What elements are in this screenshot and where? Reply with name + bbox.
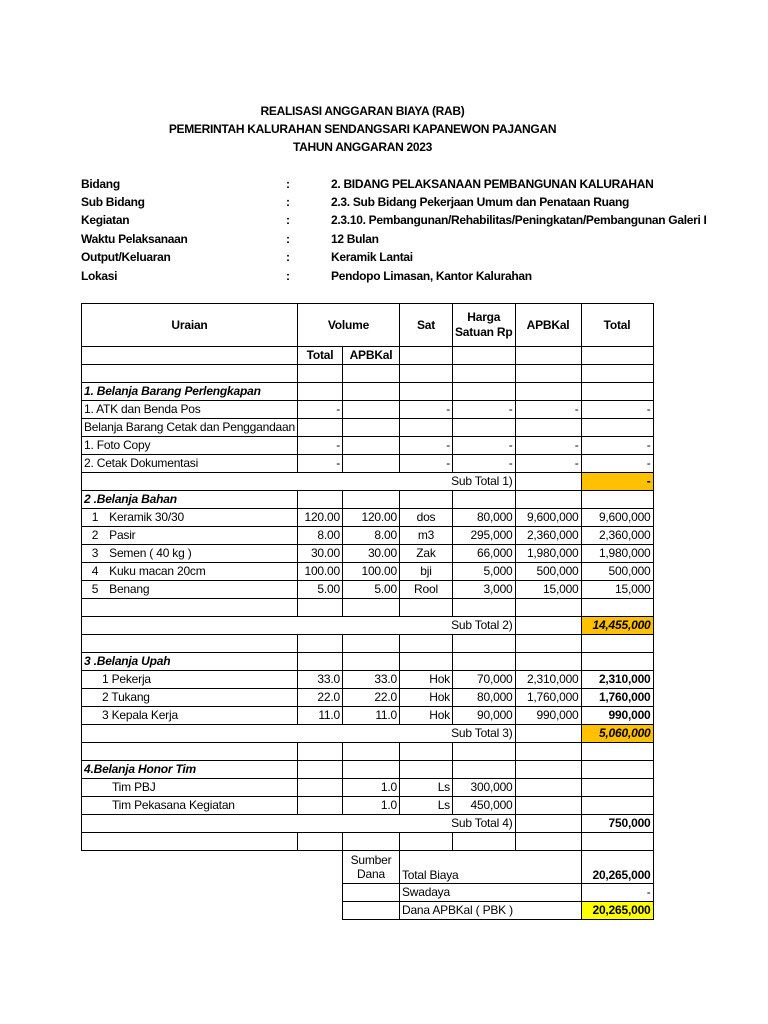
item-apbkal: 2,310,000 [515, 671, 581, 689]
table-row [82, 797, 654, 815]
item-sat: dos [399, 509, 452, 527]
meta-label-sub-bidang: Sub Bidang [81, 195, 145, 209]
meta-colon: : [286, 213, 290, 227]
item-vol-apbkal: 120.00 [342, 509, 399, 527]
item-vol-total: 11.0 [297, 707, 342, 725]
item-apbkal: - [515, 401, 581, 419]
subtotal-3-label: Sub Total 3) [82, 725, 516, 743]
item-label: 1. Foto Copy [82, 437, 298, 455]
table-row [82, 455, 654, 473]
section-row [82, 653, 654, 671]
item-label [82, 509, 298, 527]
item-vol-apbkal: 11.0 [342, 707, 399, 725]
item-total: - [581, 455, 653, 473]
item-vol-total: 33.0 [297, 671, 342, 689]
meta-label-waktu: Waktu Pelaksanaan [81, 232, 188, 246]
item-no: 1 [91, 510, 99, 524]
item-total: - [581, 437, 653, 455]
item-sat: Ls [399, 779, 452, 797]
table-row [82, 365, 654, 383]
item-apbkal: 9,600,000 [515, 509, 581, 527]
meta-label-lokasi: Lokasi [81, 269, 118, 283]
subtotal-2-label: Sub Total 2) [82, 617, 516, 635]
section-row [82, 761, 654, 779]
item-harga: 300,000 [452, 779, 515, 797]
item-harga: 66,000 [452, 545, 515, 563]
item-vol-total: - [297, 401, 342, 419]
table-row [82, 545, 654, 563]
subtotal-row [82, 473, 654, 491]
table-row [82, 509, 654, 527]
item-harga: - [452, 437, 515, 455]
table-row [82, 671, 654, 689]
meta-label-output: Output/Keluaran [81, 250, 171, 264]
item-label: 1. ATK dan Benda Pos [82, 401, 298, 419]
item-label: Tim Pekasana Kegiatan [82, 797, 298, 815]
item-total: 9,600,000 [581, 509, 653, 527]
header-harga-line1: Harga [467, 310, 501, 324]
meta-colon: : [286, 177, 290, 191]
total-biaya-value: 20,265,000 [581, 851, 653, 884]
item-vol-apbkal: 22.0 [342, 689, 399, 707]
item-apbkal: - [515, 455, 581, 473]
header-volume: Volume [297, 304, 399, 347]
table-row [82, 563, 654, 581]
meta-value-lokasi: Pendopo Limasan, Kantor Kalurahan [331, 269, 532, 283]
item-total: 2,360,000 [581, 527, 653, 545]
item-label: 2. Cetak Dokumentasi [82, 455, 298, 473]
item-label: 3 Kepala Kerja [82, 707, 298, 725]
subheader-vol-total: Total [297, 347, 342, 365]
header-sat: Sat [399, 304, 452, 347]
subtotal-4-value: 750,000 [581, 815, 653, 833]
swadaya-label: Swadaya [399, 884, 581, 902]
item-label: 1 Pekerja [82, 671, 298, 689]
item-apbkal: 990,000 [515, 707, 581, 725]
item-apbkal: 1,980,000 [515, 545, 581, 563]
item-label [82, 545, 298, 563]
meta-colon: : [286, 195, 290, 209]
table-row [82, 581, 654, 599]
item-vol-apbkal: 5.00 [342, 581, 399, 599]
table-row [82, 419, 654, 437]
header-total: Total [581, 304, 653, 347]
header-harga-line2: Satuan Rp [454, 325, 513, 339]
subtotal-3-value: 5,060,000 [581, 725, 653, 743]
report-subtitle: PEMERINTAH KALURAHAN SENDANGSARI KAPANEWON PAJANGAN [168, 122, 557, 136]
section-row [82, 491, 654, 509]
sumber-dana-label [342, 851, 399, 884]
sumber-dana-line2: Dana [357, 867, 385, 881]
item-total: 1,760,000 [581, 689, 653, 707]
item-label [82, 563, 298, 581]
subtotal-2-value: 14,455,000 [581, 617, 653, 635]
item-text: Pasir [109, 528, 136, 542]
subtotal-1-value: - [581, 473, 653, 491]
item-text: Benang [109, 582, 150, 596]
item-harga: 295,000 [452, 527, 515, 545]
item-harga: 80,000 [452, 689, 515, 707]
item-vol-total: 120.00 [297, 509, 342, 527]
report-year: TAHUN ANGGARAN 2023 [293, 140, 432, 154]
table-row [82, 437, 654, 455]
item-vol-total: - [297, 437, 342, 455]
item-vol-apbkal: 33.0 [342, 671, 399, 689]
table-row [82, 689, 654, 707]
header-apbkal: APBKal [515, 304, 581, 347]
item-vol-total: 22.0 [297, 689, 342, 707]
dana-apbkal-label: Dana APBKal ( PBK ) [399, 902, 581, 920]
table-subheader-row [82, 347, 654, 365]
item-sat: - [399, 455, 452, 473]
section-2-title: 2 .Belanja Bahan [82, 491, 298, 509]
item-label: 2 Tukang [82, 689, 298, 707]
item-no: 5 [91, 582, 99, 596]
table-row [82, 833, 654, 851]
item-harga: 5,000 [452, 563, 515, 581]
section-4-title: 4.Belanja Honor Tim [82, 761, 298, 779]
subheader-vol-apbkal: APBKal [342, 347, 399, 365]
item-label [82, 581, 298, 599]
item-text: Keramik 30/30 [109, 510, 184, 524]
table-row [82, 707, 654, 725]
item-sat: m3 [399, 527, 452, 545]
item-harga: 80,000 [452, 509, 515, 527]
item-sat: Hok [399, 689, 452, 707]
item-total: 15,000 [581, 581, 653, 599]
item-total: - [581, 401, 653, 419]
item-apbkal: 2,360,000 [515, 527, 581, 545]
subtotal-row [82, 815, 654, 833]
table-row [82, 743, 654, 761]
item-vol-total: 100.00 [297, 563, 342, 581]
table-row [82, 527, 654, 545]
item-harga: 450,000 [452, 797, 515, 815]
summary-row [82, 851, 654, 884]
report-title: REALISASI ANGGARAN BIAYA (RAB) [260, 104, 465, 118]
item-no: 4 [91, 564, 99, 578]
item-text: Kuku macan 20cm [109, 564, 206, 578]
item-vol-total: 30.00 [297, 545, 342, 563]
item-sat: Zak [399, 545, 452, 563]
item-harga: - [452, 401, 515, 419]
item-sat: Hok [399, 707, 452, 725]
sumber-dana-line1: Sumber [350, 853, 392, 867]
item-apbkal: - [515, 437, 581, 455]
item-vol-apbkal: 30.00 [342, 545, 399, 563]
meta-value-output: Keramik Lantai [331, 250, 413, 264]
dana-apbkal-value: 20,265,000 [581, 902, 653, 920]
item-harga: - [452, 455, 515, 473]
item-vol-apbkal: 1.0 [342, 797, 399, 815]
table-row [82, 401, 654, 419]
meta-colon: : [286, 269, 290, 283]
header-uraian: Uraian [82, 304, 298, 347]
item-no: 2 [91, 528, 99, 542]
table-row [82, 635, 654, 653]
subsection-label: Belanja Barang Cetak dan Penggandaan [82, 419, 298, 437]
item-vol-total: 5.00 [297, 581, 342, 599]
item-label [82, 527, 298, 545]
item-harga: 3,000 [452, 581, 515, 599]
table-row [82, 599, 654, 617]
section-row [82, 383, 654, 401]
total-biaya-label: Total Biaya [399, 851, 581, 884]
item-vol-total: 8.00 [297, 527, 342, 545]
item-sat: bji [399, 563, 452, 581]
swadaya-value: - [581, 884, 653, 902]
subtotal-4-label: Sub Total 4) [82, 815, 516, 833]
item-apbkal: 500,000 [515, 563, 581, 581]
subtotal-1-label: Sub Total 1) [82, 473, 516, 491]
item-vol-total: - [297, 455, 342, 473]
meta-value-kegiatan: 2.3.10. Pembangunan/Rehabilitas/Peningkatan/Pembangunan Galeri I [331, 213, 707, 227]
meta-value-waktu: 12 Bulan [331, 232, 379, 246]
item-sat: Rool [399, 581, 452, 599]
item-no: 3 [91, 546, 99, 560]
item-apbkal: 15,000 [515, 581, 581, 599]
item-harga: 70,000 [452, 671, 515, 689]
item-vol-apbkal: 100.00 [342, 563, 399, 581]
item-sat: - [399, 401, 452, 419]
meta-value-sub-bidang: 2.3. Sub Bidang Pekerjaan Umum dan Penataan Ruang [331, 195, 630, 209]
meta-value-bidang: 2. BIDANG PELAKSANAAN PEMBANGUNAN KALURAHAN [331, 177, 654, 191]
item-text: Semen ( 40 kg ) [109, 546, 192, 560]
meta-colon: : [286, 232, 290, 246]
section-1-title: 1. Belanja Barang Perlengkapan [82, 383, 298, 401]
summary-row [82, 902, 654, 920]
item-sat: - [399, 437, 452, 455]
rab-table [81, 303, 654, 920]
meta-colon: : [286, 250, 290, 264]
item-total: 1,980,000 [581, 545, 653, 563]
item-vol-apbkal: 8.00 [342, 527, 399, 545]
table-header-row [82, 304, 654, 347]
item-sat: Hok [399, 671, 452, 689]
meta-label-bidang: Bidang [81, 177, 120, 191]
section-3-title: 3 .Belanja Upah [82, 653, 298, 671]
item-label: Tim PBJ [82, 779, 298, 797]
item-total: 990,000 [581, 707, 653, 725]
item-harga: 90,000 [452, 707, 515, 725]
header-harga [452, 304, 515, 347]
item-total: 2,310,000 [581, 671, 653, 689]
item-sat: Ls [399, 797, 452, 815]
subtotal-row [82, 725, 654, 743]
item-apbkal: 1,760,000 [515, 689, 581, 707]
meta-label-kegiatan: Kegiatan [81, 213, 130, 227]
summary-row [82, 884, 654, 902]
subtotal-row [82, 617, 654, 635]
item-total: 500,000 [581, 563, 653, 581]
table-row [82, 779, 654, 797]
item-vol-apbkal: 1.0 [342, 779, 399, 797]
